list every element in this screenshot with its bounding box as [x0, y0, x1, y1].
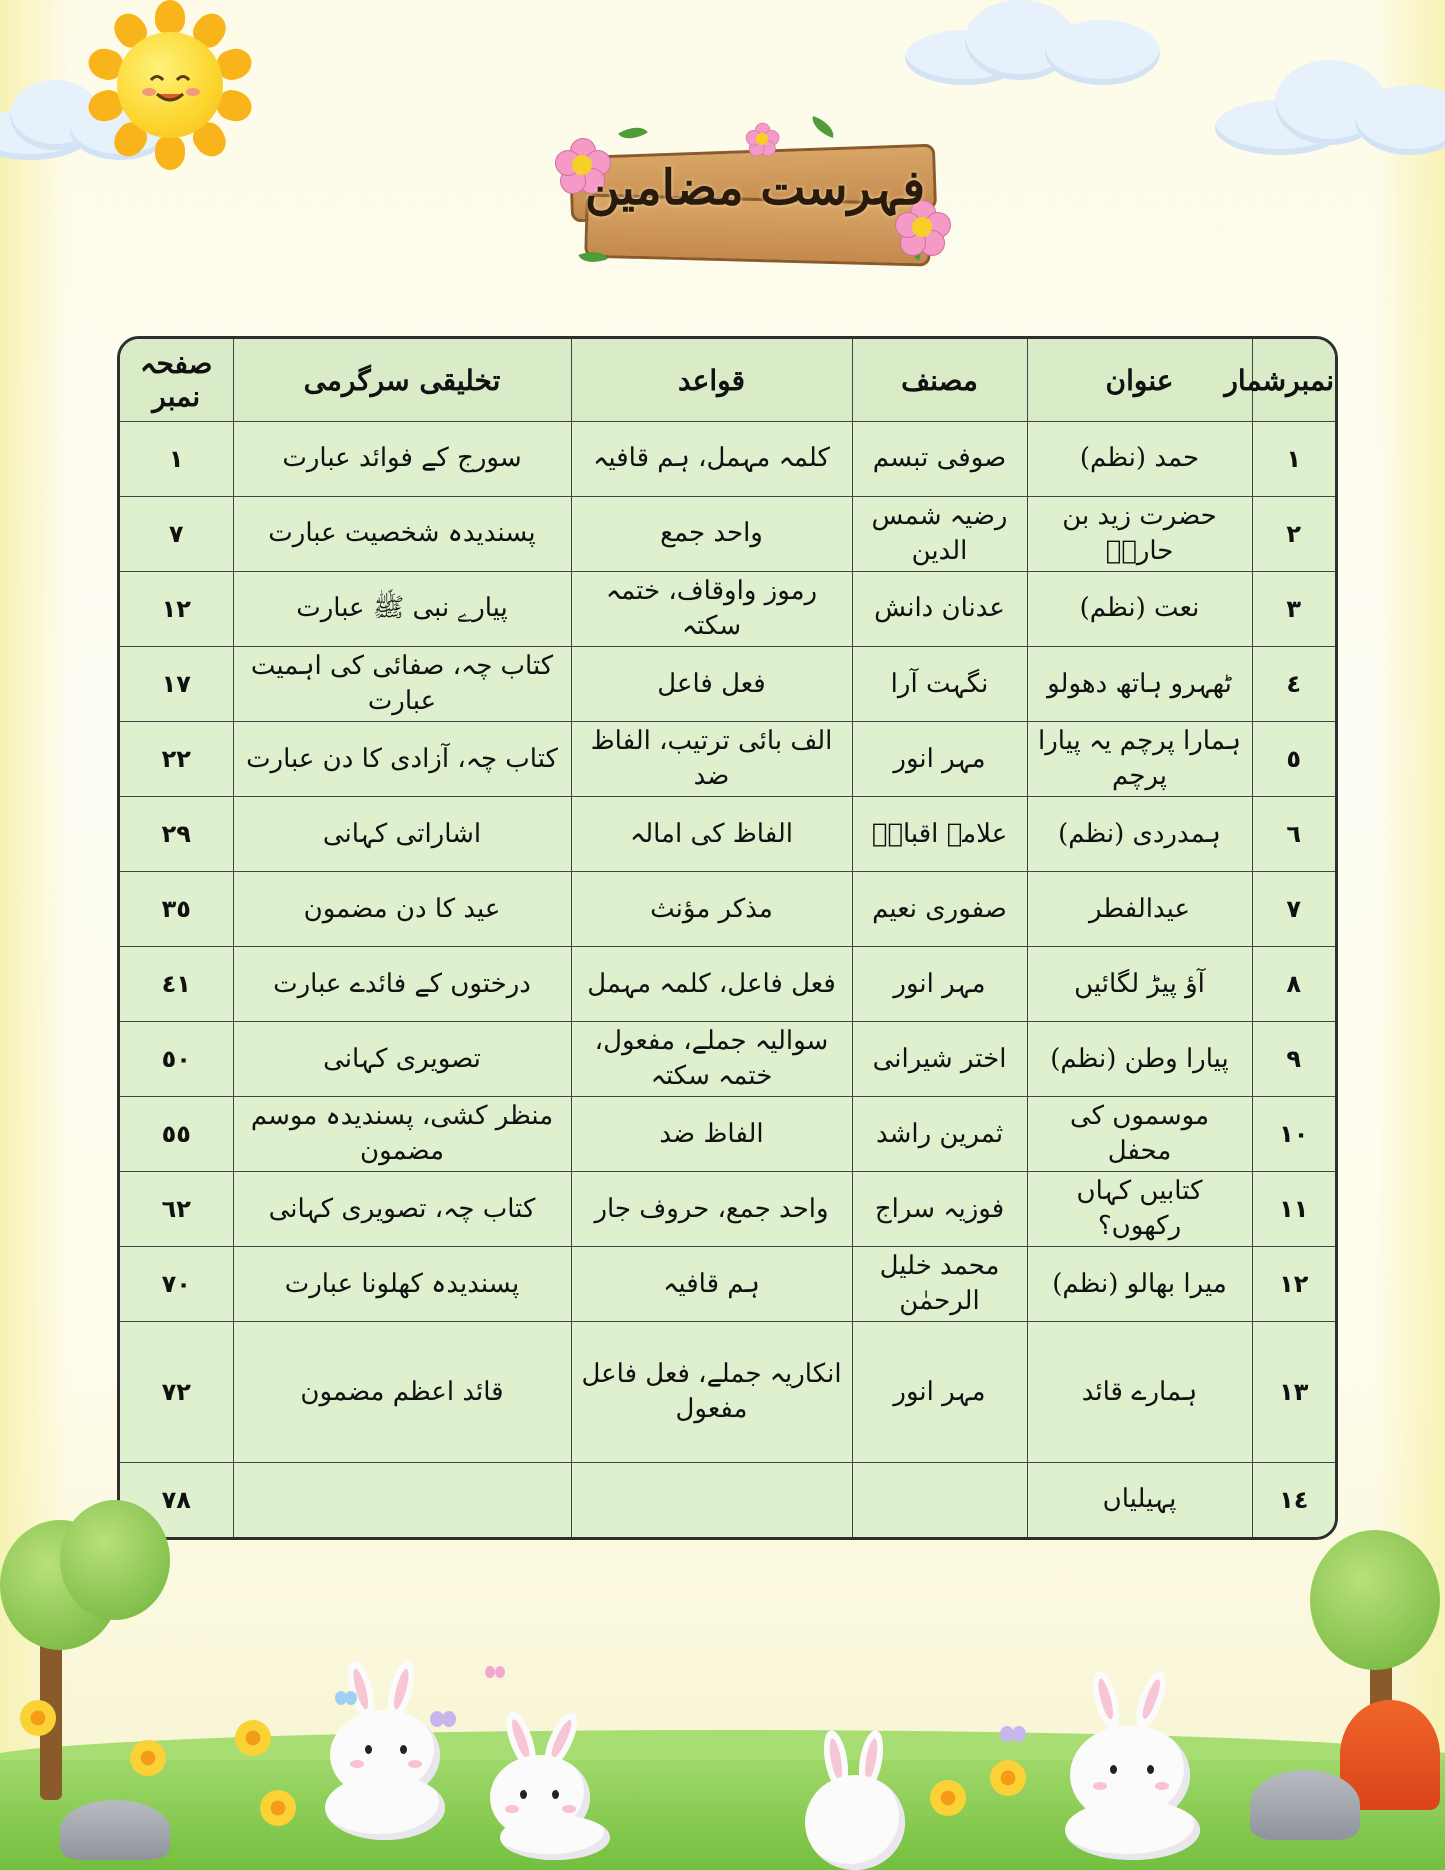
bunny-icon [480, 1710, 610, 1860]
cell-author: مہر انور [852, 1322, 1027, 1463]
cell-title: ہمارے قائد [1027, 1322, 1252, 1463]
cell-grammar: الف بائی ترتیب، الفاظ ضد [571, 722, 852, 797]
cell-activity: کتاب چہ، صفائی کی اہمیت عبارت [233, 647, 571, 722]
cell-title: عیدالفطر [1027, 872, 1252, 947]
cell-activity: منظر کشی، پسندیدہ موسم مضمون [233, 1097, 571, 1172]
cell-activity: اشاراتی کہانی [233, 797, 571, 872]
leaf-icon [618, 120, 648, 145]
header-page: صفحہ نمبر [120, 339, 233, 422]
ground [0, 1760, 1445, 1870]
rock-icon [1250, 1770, 1360, 1840]
table-header-row [120, 339, 1335, 422]
cell-author: فوزیہ سراج [852, 1172, 1027, 1247]
cell-author: علامہ اقبالؒ [852, 797, 1027, 872]
cell-title: ٹھہرو ہاتھ دھولو [1027, 647, 1252, 722]
cell-serial: ٥ [1252, 722, 1335, 797]
cell-activity: پیارے نبی ﷺ عبارت [233, 572, 571, 647]
cell-serial: ٧ [1252, 872, 1335, 947]
cell-grammar: فعل فاعل، کلمہ مہمل [571, 947, 852, 1022]
flower-icon [235, 1720, 271, 1756]
title-sign [560, 120, 950, 270]
cell-title: میرا بھالو (نظم) [1027, 1247, 1252, 1322]
table-row [120, 1247, 1335, 1322]
cell-activity: پسندیدہ شخصیت عبارت [233, 497, 571, 572]
cell-activity: پسندیدہ کھلونا عبارت [233, 1247, 571, 1322]
cell-grammar: واحد جمع [571, 497, 852, 572]
table-row [120, 1097, 1335, 1172]
cell-serial: ١٤ [1252, 1462, 1335, 1537]
cell-author: ثمرین راشد [852, 1097, 1027, 1172]
cell-activity: سورج کے فوائد عبارت [233, 422, 571, 497]
cell-author: مہر انور [852, 722, 1027, 797]
cell-activity [233, 1462, 571, 1537]
header-activity: تخلیقی سرگرمی [233, 339, 571, 422]
cell-grammar [571, 1462, 852, 1537]
cell-page: ٦٢ [120, 1172, 233, 1247]
flower-icon [20, 1700, 56, 1736]
table-row [120, 947, 1335, 1022]
table-row [120, 422, 1335, 497]
cell-serial: ١٠ [1252, 1097, 1335, 1172]
table-row [120, 497, 1335, 572]
cell-page: ٤١ [120, 947, 233, 1022]
cell-activity: تصویری کہانی [233, 1022, 571, 1097]
flower-icon [746, 123, 778, 155]
cell-page: ٥٥ [120, 1097, 233, 1172]
cell-activity: کتاب چہ، تصویری کہانی [233, 1172, 571, 1247]
cell-author: صفوری نعیم [852, 872, 1027, 947]
cell-serial: ٩ [1252, 1022, 1335, 1097]
cell-title: حمد (نظم) [1027, 422, 1252, 497]
cell-author: مہر انور [852, 947, 1027, 1022]
cell-serial: ١٣ [1252, 1322, 1335, 1463]
table-row [120, 647, 1335, 722]
leaf-icon [808, 116, 837, 138]
cell-author: اختر شیرانی [852, 1022, 1027, 1097]
cell-grammar: کلمہ مہمل، ہم قافیہ [571, 422, 852, 497]
table-row [120, 1462, 1335, 1537]
cell-activity: کتاب چہ، آزادی کا دن عبارت [233, 722, 571, 797]
cell-page: ٥٠ [120, 1022, 233, 1097]
cell-activity: عید کا دن مضمون [233, 872, 571, 947]
cell-page: ١ [120, 422, 233, 497]
cell-title: موسموں کی محفل [1027, 1097, 1252, 1172]
cell-page: ١٧ [120, 647, 233, 722]
rock-icon [60, 1800, 170, 1860]
cell-serial: ٣ [1252, 572, 1335, 647]
cell-serial: ٢ [1252, 497, 1335, 572]
cell-title: حضرت زید بن حارثؓ [1027, 497, 1252, 572]
flower-icon [260, 1790, 296, 1826]
header-title: عنوان [1027, 339, 1252, 422]
cell-author: صوفی تبسم [852, 422, 1027, 497]
cell-title: پیارا وطن (نظم) [1027, 1022, 1252, 1097]
header-serial: نمبرشمار [1252, 339, 1335, 422]
cell-serial: ١ [1252, 422, 1335, 497]
cell-grammar: الفاظ کی امالہ [571, 797, 852, 872]
table-row [120, 572, 1335, 647]
butterfly-icon [335, 1690, 357, 1708]
cell-author: عدنان دانش [852, 572, 1027, 647]
cell-serial: ٨ [1252, 947, 1335, 1022]
cell-page: ٧٢ [120, 1322, 233, 1463]
flower-icon [990, 1760, 1026, 1796]
cell-activity: قائد اعظم مضمون [233, 1322, 571, 1463]
flower-icon [130, 1740, 166, 1776]
cell-title: نعت (نظم) [1027, 572, 1252, 647]
cell-page: ٧٨ [120, 1462, 233, 1537]
cell-grammar: واحد جمع، حروف جار [571, 1172, 852, 1247]
sun-icon [95, 10, 245, 160]
header-author: مصنف [852, 339, 1027, 422]
cell-grammar: مذکر مؤنث [571, 872, 852, 947]
cell-page: ٢٩ [120, 797, 233, 872]
cell-grammar: رموز واوقاف، ختمہ سکتہ [571, 572, 852, 647]
table-row [120, 1022, 1335, 1097]
toc-table [117, 336, 1338, 1540]
cell-page: ٧ [120, 497, 233, 572]
bunny-icon [800, 1730, 910, 1870]
cell-activity: درختوں کے فائدے عبارت [233, 947, 571, 1022]
cell-title: پہیلیاں [1027, 1462, 1252, 1537]
page-title: فہرست مضامین [584, 160, 926, 216]
cloud-icon [905, 0, 1165, 90]
cell-grammar: سوالیہ جملے، مفعول، ختمہ سکتہ [571, 1022, 852, 1097]
table-row [120, 722, 1335, 797]
cell-author [852, 1462, 1027, 1537]
cell-serial: ٤ [1252, 647, 1335, 722]
bunny-icon [1055, 1670, 1205, 1860]
cell-title: کتابیں کہاں رکھوں؟ [1027, 1172, 1252, 1247]
cell-page: ١٢ [120, 572, 233, 647]
cell-serial: ٦ [1252, 797, 1335, 872]
cell-grammar: فعل فاعل [571, 647, 852, 722]
cell-grammar: الفاظ ضد [571, 1097, 852, 1172]
table-row [120, 872, 1335, 947]
cell-author: نگہت آرا [852, 647, 1027, 722]
header-grammar: قواعد [571, 339, 852, 422]
cell-serial: ١١ [1252, 1172, 1335, 1247]
cell-author: رضیہ شمس الدین [852, 497, 1027, 572]
cell-serial: ١٢ [1252, 1247, 1335, 1322]
cell-author: محمد خلیل الرحمٰن [852, 1247, 1027, 1322]
cell-page: ٧٠ [120, 1247, 233, 1322]
butterfly-icon [1000, 1725, 1026, 1745]
cell-grammar: انکاریہ جملے، فعل فاعل مفعول [571, 1322, 852, 1463]
table-row [120, 1322, 1335, 1463]
butterfly-icon [485, 1665, 505, 1681]
cell-title: ہمارا پرچم یہ پیارا پرچم [1027, 722, 1252, 797]
cell-title: ہمدردی (نظم) [1027, 797, 1252, 872]
cell-page: ٢٢ [120, 722, 233, 797]
cloud-icon [1215, 50, 1445, 160]
cell-title: آؤ پیڑ لگائیں [1027, 947, 1252, 1022]
cell-grammar: ہم قافیہ [571, 1247, 852, 1322]
table-row [120, 797, 1335, 872]
flower-icon [930, 1780, 966, 1816]
table-row [120, 1172, 1335, 1247]
cell-page: ٣٥ [120, 872, 233, 947]
butterfly-icon [430, 1710, 456, 1730]
bunny-icon [320, 1660, 450, 1840]
